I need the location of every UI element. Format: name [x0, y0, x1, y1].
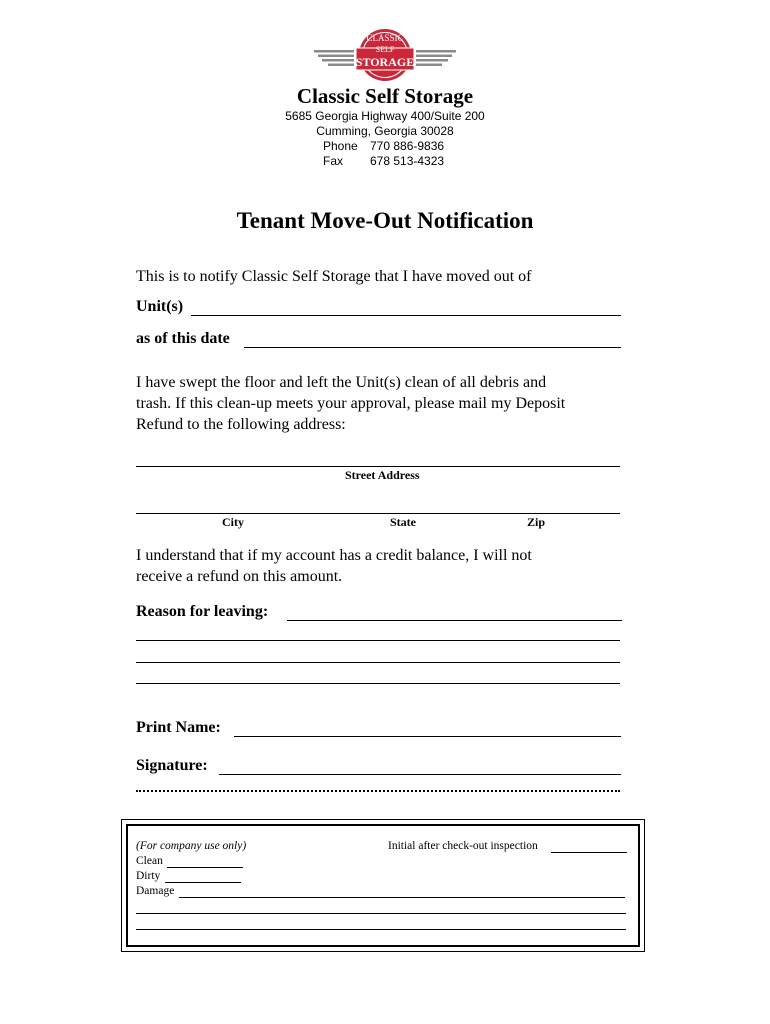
city-label: City	[222, 515, 244, 529]
form-title: Tenant Move-Out Notification	[236, 208, 534, 233]
initial-field[interactable]	[551, 852, 627, 853]
fax-number: 678 513-4323	[370, 154, 445, 168]
phone-number: 770 886-9836	[370, 139, 445, 153]
reason-field[interactable]	[287, 620, 622, 621]
swept-line-3: Refund to the following address:	[136, 416, 346, 433]
signature-label: Signature:	[136, 757, 208, 774]
reason-line-4[interactable]	[136, 683, 620, 684]
logo-text-top: CLASSIC	[366, 33, 404, 43]
dotted-separator	[136, 790, 620, 792]
logo-wing-left	[314, 50, 354, 66]
damage-line-3[interactable]	[136, 929, 626, 930]
date-field[interactable]	[244, 347, 621, 348]
address-line-1: 5685 Georgia Highway 400/Suite 200	[285, 109, 485, 123]
company-name: Classic Self Storage	[296, 84, 474, 108]
company-use-heading: (For company use only)	[136, 840, 247, 852]
reason-line-2[interactable]	[136, 640, 620, 641]
company-logo	[312, 26, 458, 82]
logo-text-bottom: STORAGE	[355, 55, 415, 69]
dirty-field[interactable]	[165, 882, 241, 883]
swept-line-2: trash. If this clean-up meets your approval, please mail my Deposit	[136, 395, 566, 412]
unit-label: Unit(s)	[136, 298, 184, 315]
dirty-label: Dirty	[136, 870, 161, 882]
state-label: State	[390, 515, 416, 529]
address-line-2: Cumming, Georgia 30028	[316, 124, 454, 138]
fax-label: Fax	[323, 154, 344, 168]
city-state-zip-field[interactable]	[136, 513, 620, 514]
logo-text-mid: SELF	[375, 45, 395, 54]
print-name-label: Print Name:	[136, 719, 221, 736]
zip-label: Zip	[527, 515, 546, 529]
clean-field[interactable]	[167, 867, 243, 868]
damage-line-2[interactable]	[136, 913, 626, 914]
swept-line-1: I have swept the floor and left the Unit(s) clean of all debris and	[136, 374, 547, 391]
street-address-field[interactable]	[136, 466, 620, 467]
street-address-label: Street Address	[345, 468, 420, 482]
reason-line-3[interactable]	[136, 662, 620, 663]
intro-text: This is to notify Classic Self Storage that I have moved out of	[136, 268, 532, 285]
logo-wing-right	[416, 50, 456, 66]
date-label: as of this date	[136, 330, 230, 347]
unit-field[interactable]	[191, 315, 621, 316]
credit-line-2: receive a refund on this amount.	[136, 568, 343, 585]
credit-line-1: I understand that if my account has a credit balance, I will not	[136, 547, 532, 564]
print-name-field[interactable]	[234, 736, 621, 737]
clean-label: Clean	[136, 855, 163, 867]
reason-label: Reason for leaving:	[136, 603, 269, 620]
damage-label: Damage	[136, 885, 175, 897]
damage-field[interactable]	[179, 897, 625, 898]
phone-label: Phone	[323, 139, 358, 153]
initial-label: Initial after check-out inspection	[388, 840, 538, 852]
signature-field[interactable]	[219, 774, 621, 775]
